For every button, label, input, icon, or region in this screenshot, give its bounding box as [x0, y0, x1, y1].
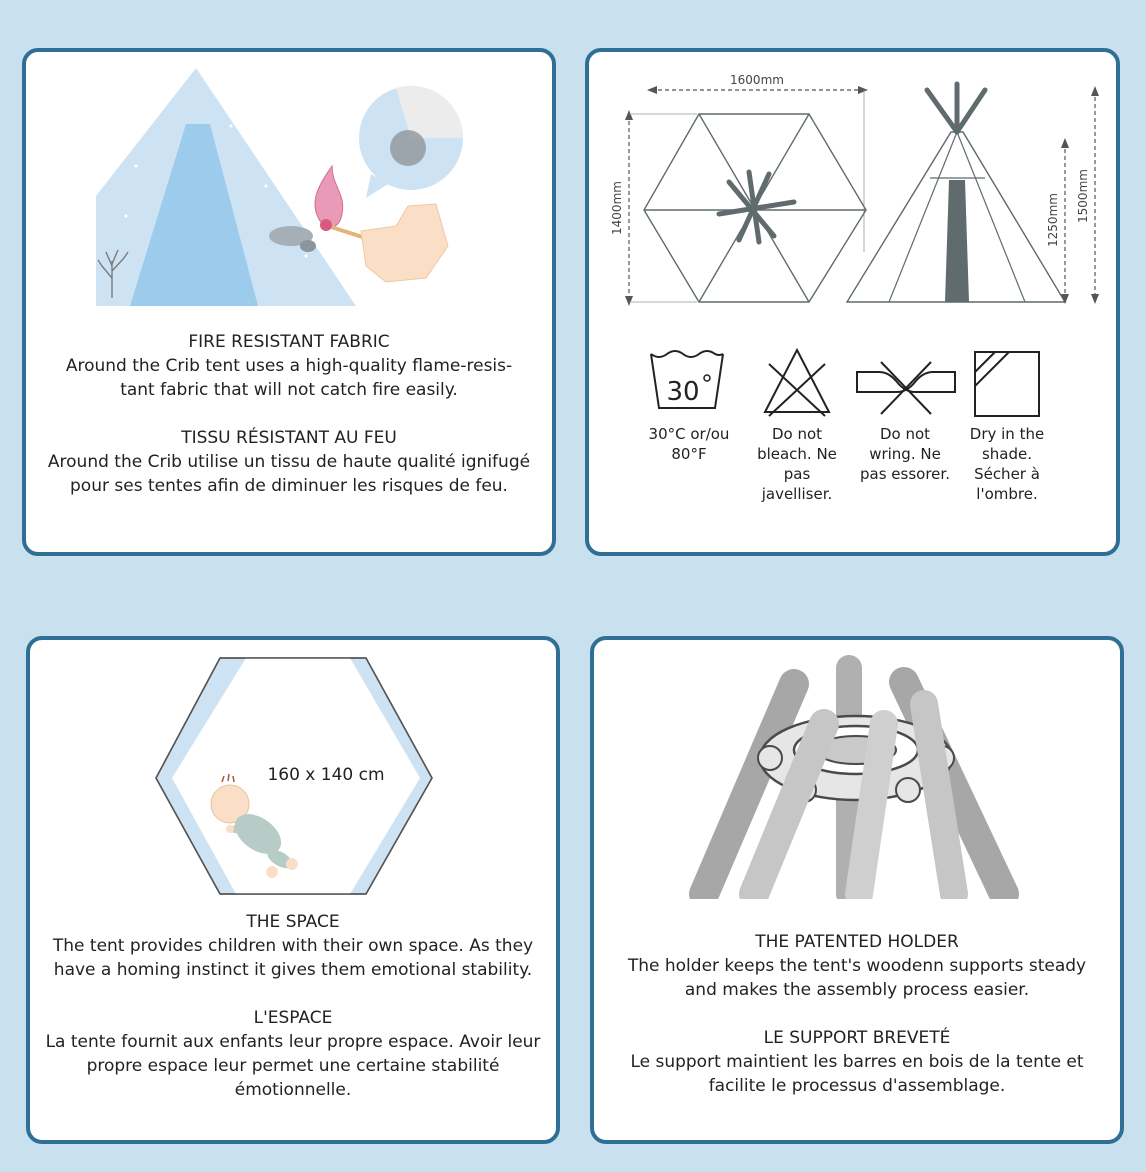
holder-body-en: The holder keeps the tent's woodenn supports steady and makes the assembly process easier. — [627, 956, 1087, 1000]
holder-title-fr: LE SUPPORT BREVETÉ — [763, 1028, 951, 1048]
zoom-bubble — [359, 86, 463, 198]
holder-illustration — [684, 654, 1034, 899]
flame-icon — [315, 166, 343, 228]
space-size-label: 160 x 140 cm — [267, 765, 385, 785]
care-label-dry: Dry in the shade. Sécher à l'ombre. — [969, 425, 1045, 503]
fire-text — [36, 330, 542, 498]
care-label-wring: Do not wring. Ne pas essorer. — [860, 425, 950, 483]
holder-text — [604, 930, 1110, 1098]
space-body-fr: La tente fournit aux enfants leur propre espace. Avoir leur propre espace leur permet une certaine stabilité émotionnelle. — [45, 1032, 541, 1100]
care-icons-row — [589, 346, 1116, 422]
no-wring-icon — [857, 362, 955, 414]
care-label-bleach: Do not bleach. Ne pas javelliser. — [757, 425, 837, 503]
space-title-en: THE SPACE — [246, 912, 340, 932]
door-height-label: 1250mm — [1046, 193, 1060, 247]
space-illustration — [150, 654, 440, 904]
space-title-fr: L'ESPACE — [253, 1008, 333, 1028]
fire-body-fr: Around the Crib utilise un tissu de haute qualité ignifugé pour ses tentes afin de diminuer les risques de feu. — [47, 452, 531, 496]
care-label-wash: 30°C or/ou 80°F — [648, 425, 730, 463]
fire-test-illustration — [96, 66, 476, 311]
hand-icon — [361, 204, 448, 282]
fire-title-fr: TISSU RÉSISTANT AU FEU — [181, 428, 397, 448]
poles-star-icon — [719, 172, 794, 242]
wash-temp-number: 30 — [666, 377, 700, 407]
space-body-en: The tent provides children with their own space. As they have a homing instinct it gives them emotional stability. — [52, 936, 534, 980]
space-text — [40, 910, 546, 1102]
holder-body-fr: Le support maintient les barres en bois de la tente et facilite le processus d'assemblage. — [630, 1052, 1084, 1096]
total-height-label: 1500mm — [1076, 169, 1090, 223]
holder-panel — [590, 636, 1124, 1144]
fire-resistant-panel — [22, 48, 556, 556]
fire-title-en: FIRE RESISTANT FABRIC — [188, 332, 390, 352]
space-panel — [26, 636, 560, 1144]
height-label: 1400mm — [610, 181, 624, 235]
width-label: 1600mm — [730, 73, 784, 87]
fire-body-en: Around the Crib tent uses a high-quality flame-resis- tant fabric that will not catch fire easily. — [65, 356, 513, 400]
dimensions-care-panel — [585, 48, 1120, 556]
dry-in-shade-icon — [975, 352, 1039, 416]
dimension-diagram — [589, 52, 1116, 372]
teepee-side-view — [847, 84, 1065, 302]
no-bleach-icon — [765, 350, 829, 416]
holder-title-en: THE PATENTED HOLDER — [755, 932, 959, 952]
